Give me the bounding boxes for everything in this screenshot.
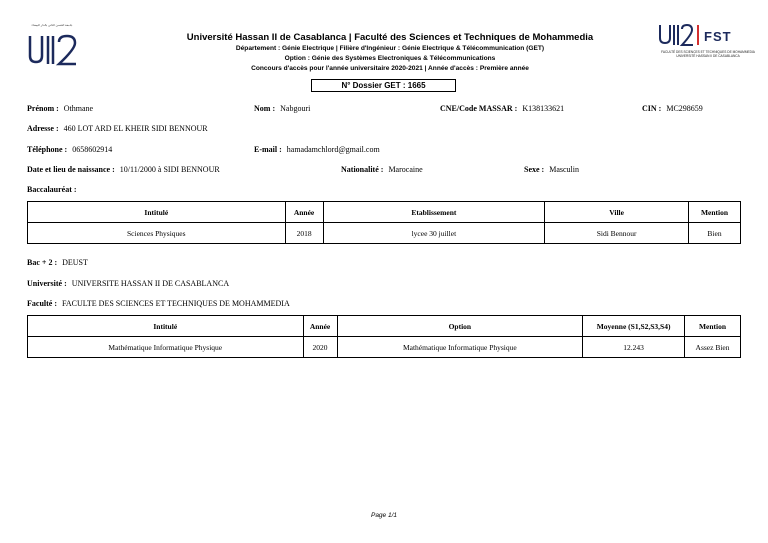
fst-mark-icon (656, 23, 700, 49)
bac-cell-intitule: Sciences Physiques (28, 223, 286, 244)
table-header-row (28, 316, 741, 337)
bac-section-label: Baccalauréat : (27, 185, 77, 194)
bac2-header-moyenne: Moyenne (S1,S2,S3,S4) (583, 316, 685, 337)
bac2-table (27, 315, 741, 358)
university-logo-arabic: جامعة الحسن الثاني بالدار البيضاء (31, 24, 73, 27)
field-nom: Nom : Nabgouri (254, 104, 311, 113)
bac2-cell-mention: Assez Bien (685, 337, 741, 358)
bac-header-intitule: Intitulé (28, 202, 286, 223)
field-cin: CIN : MC298659 (642, 104, 703, 113)
field-sexe: Sexe : Masculin (524, 165, 579, 174)
field-prenom: Prénom : Othmane (27, 104, 94, 113)
bac-cell-ville: Sidi Bennour (545, 223, 689, 244)
fst-logo-text: FST (704, 28, 732, 44)
header-option: Option : Génie des Systèmes Electroniques & Télécommunications (284, 55, 496, 62)
bac-header-etablissement: Etablissement (323, 202, 545, 223)
fst-logo-subtitle: FACULTÉ DES SCIENCES ET TECHNIQUES DE MOHAMMEDIA UNIVERSITÉ HASSAN II DE CASABLANCA (661, 50, 755, 58)
fst-logo (656, 22, 768, 70)
field-nationalite: Nationalité : Marocaine (341, 165, 423, 174)
bac-cell-mention: Bien (689, 223, 741, 244)
bac2-cell-option: Mathématique Informatique Physique (337, 337, 583, 358)
bac-table (27, 201, 741, 244)
uh2c-logo-icon (22, 34, 82, 70)
field-universite: Université : UNIVERSITE HASSAN II DE CASABLANCA (27, 279, 230, 288)
bac2-header-mention: Mention (685, 316, 741, 337)
table-row (28, 337, 741, 358)
dossier-number: N° Dossier GET : 1665 (311, 79, 456, 92)
bac2-header-option: Option (337, 316, 583, 337)
bac-cell-annee: 2018 (285, 223, 323, 244)
bac2-cell-intitule: Mathématique Informatique Physique (28, 337, 304, 358)
field-faculte: Faculté : FACULTE DES SCIENCES ET TECHNIQUES DE MOHAMMEDIA (27, 299, 290, 308)
bac-header-mention: Mention (689, 202, 741, 223)
header-department: Département : Génie Electrique | Filière d'Ingénieur : Génie Electrique & Télécommunication (GET) (235, 45, 545, 52)
bac-cell-etablissement: lycee 30 juillet (323, 223, 545, 244)
field-bac2: Bac + 2 : DEUST (27, 258, 88, 267)
bac-header-ville: Ville (545, 202, 689, 223)
bac-header-annee: Année (285, 202, 323, 223)
bac2-cell-moyenne: 12.243 (583, 337, 685, 358)
bac2-header-intitule: Intitulé (28, 316, 304, 337)
header-title: Université Hassan II de Casablanca | Faculté des Sciences et Techniques de Mohammedia (186, 32, 594, 43)
university-logo (22, 24, 82, 70)
page-number: Page 1/1 (370, 512, 398, 519)
field-cne: CNE/Code MASSAR : K138133621 (440, 104, 565, 113)
field-email: E-mail : hamadamchlord@gmail.com (254, 145, 380, 154)
table-row (28, 223, 741, 244)
bac2-header-annee: Année (303, 316, 337, 337)
field-naissance: Date et lieu de naissance : 10/11/2000 à SIDI BENNOUR (27, 165, 220, 174)
field-telephone: Téléphone : 0658602914 (27, 145, 113, 154)
bac2-cell-annee: 2020 (303, 337, 337, 358)
header-concours: Concours d'accès pour l'année universitaire 2020-2021 | Année d'accès : Première année (251, 65, 529, 72)
table-header-row (28, 202, 741, 223)
document-header (120, 32, 660, 74)
field-adresse: Adresse : 460 LOT ARD EL KHEIR SIDI BENNOUR (27, 124, 208, 133)
